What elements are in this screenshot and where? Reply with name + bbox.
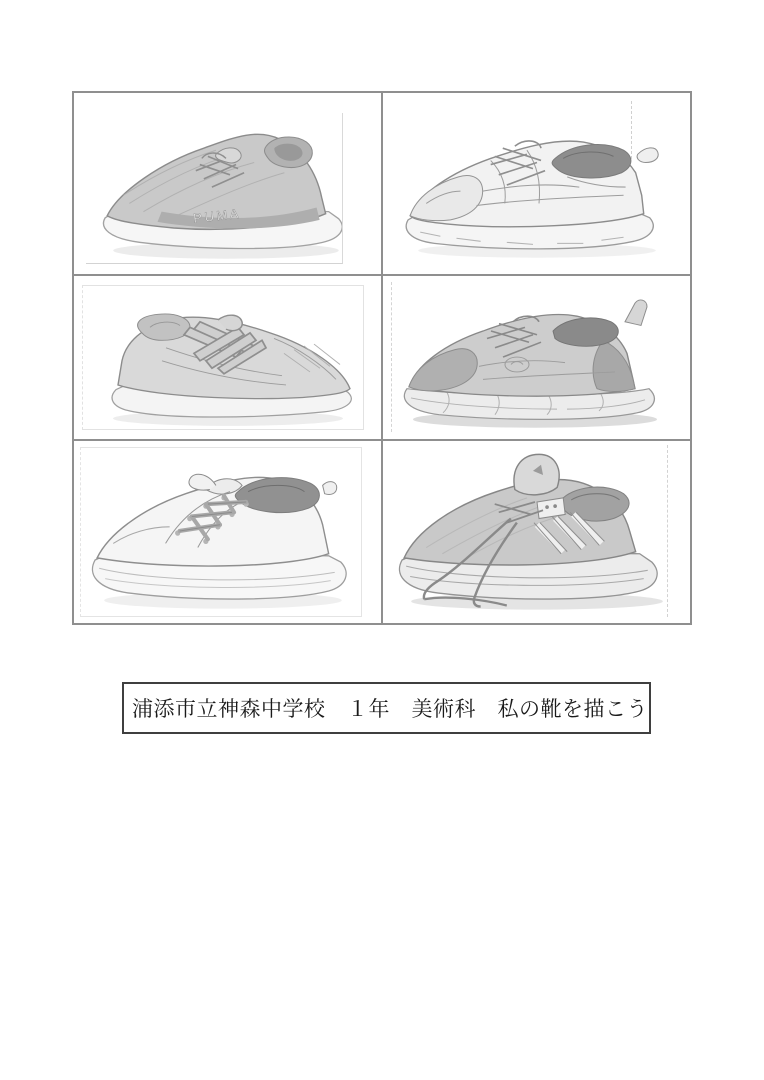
shoe-collar (137, 313, 189, 339)
shoe-sketch-puma (77, 97, 379, 271)
strap-hole (553, 504, 557, 508)
shoe-sketch-chunky (387, 279, 687, 437)
artwork-grid (72, 91, 692, 625)
raised-tongue (513, 454, 558, 494)
artwork-cell-3 (74, 276, 383, 441)
strap-hole (545, 505, 549, 509)
shoe-sketch-loose-laces (386, 444, 688, 620)
shoe-sketch-trail (386, 97, 688, 271)
artwork-cell-5 (74, 441, 383, 623)
artwork-cell-2 (383, 93, 690, 276)
caption-box (122, 682, 651, 734)
lace-strap-plate (537, 498, 565, 519)
artwork-cell-4 (383, 276, 690, 441)
heel-pull-tab (625, 299, 647, 325)
lace-bow (188, 474, 215, 490)
shoe-sketch-runner (78, 279, 378, 437)
artwork-cell-6 (383, 441, 690, 623)
caption-text: 浦添市立神森中学校 １年 美術科 私の靴を描こう (132, 697, 648, 721)
heel-patch-dark (593, 340, 635, 391)
shoe-sketch-leather (77, 444, 379, 620)
shoe-logo-text: PUMA (192, 205, 242, 226)
artwork-cell-1 (74, 93, 383, 276)
heel-tab (322, 482, 336, 495)
heel-tab (637, 147, 658, 162)
